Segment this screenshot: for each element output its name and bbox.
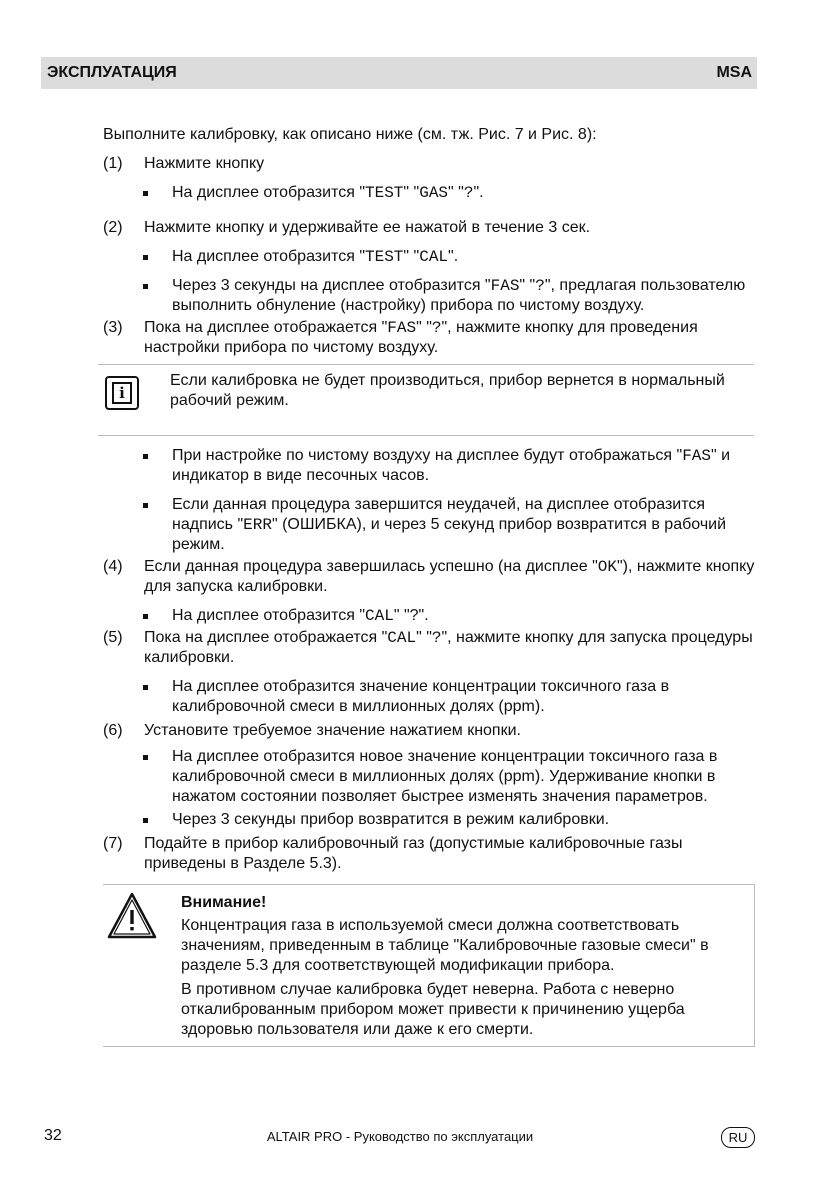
bullet-marker — [143, 284, 148, 289]
step-number: (3) — [103, 319, 123, 336]
bullet-marker — [143, 614, 148, 619]
display-text: ? — [463, 184, 474, 202]
bullet-marker — [143, 454, 148, 459]
step-text: Подайте в прибор калибровочный газ (допустимые калибровочные газы приведены в Разделе 5.3). — [144, 835, 683, 872]
warning-icon — [107, 891, 157, 941]
display-text: CAL — [387, 629, 417, 647]
note-text: Если калибровка не будет производиться, прибор вернется в нормальный рабочий режим. — [170, 372, 725, 409]
step-6-bullet-1: На дисплее отобразится новое значение концентрации токсичного газа в калибровочной смеси в миллионных долях (ppm). Удерживание кнопки в нажатом состоянии позволяет быстрее изменять значения параметров. — [103, 747, 763, 807]
bullet-marker — [143, 685, 148, 690]
step-3: (3) Пока на дисплее отображается "FAS" "?", нажмите кнопку для проведения настройки прибора по чистому воздуху. — [103, 319, 698, 356]
step-4-bullet-1: На дисплее отобразится "CAL" "?". — [103, 606, 763, 626]
display-text: CAL — [365, 607, 394, 625]
step-number: (2) — [103, 219, 123, 236]
page-number: 32 — [44, 1127, 62, 1144]
warning-paragraph-2: В противном случае калибровка будет неверна. Работа с неверно откалиброванным прибором может привести к причинению ущерба здоровью пользователя или даже к его смерти. — [181, 981, 685, 1038]
bullet-marker — [143, 755, 148, 760]
bullet-marker — [143, 255, 148, 260]
section-title: ЭКСПЛУАТАЦИЯ — [47, 64, 177, 81]
display-text: GAS — [419, 184, 449, 202]
document-body — [103, 125, 763, 1047]
display-text: ? — [431, 629, 442, 647]
step-text: Нажмите кнопку — [144, 155, 265, 172]
bullet-marker — [143, 818, 148, 823]
step-number: (6) — [103, 722, 123, 739]
display-text: TEST — [365, 184, 404, 202]
warning-title: Внимание! — [181, 894, 267, 911]
document-title: ALTAIR PRO - Руководство по эксплуатации — [266, 1129, 534, 1144]
page-header — [41, 57, 757, 89]
display-text: OK — [597, 558, 617, 576]
step-1 — [103, 154, 763, 174]
display-text: ERR — [243, 516, 272, 534]
language-badge: RU — [721, 1127, 755, 1148]
step-2-bullet-2: Через 3 секунды на дисплее отобразится "FAS" "?", предлагая пользователю выполнить обнуление (настройку) прибора по чистому воздуху. — [103, 276, 763, 316]
step-number: (7) — [103, 835, 123, 852]
page-footer — [0, 1127, 840, 1149]
bullet-marker — [143, 503, 148, 508]
display-text: TEST — [365, 248, 404, 266]
step-6-bullet-2: Через 3 секунды прибор возвратится в режим калибровки. — [103, 810, 763, 830]
display-text: ? — [431, 319, 442, 337]
warning-paragraph-1: Концентрация газа в используемой смеси должна соответствовать значениям, приведенным в таблице "Калибровочные газовые смеси" в разделе 5.3 для соответствующей модификации прибора. — [181, 917, 709, 974]
step-5: (5) Пока на дисплее отображается "CAL" "?", нажмите кнопку для запуска процедуры калибровки. — [103, 629, 753, 666]
display-text: ? — [535, 277, 545, 295]
step-2-bullet-1: На дисплее отобразится "TEST" "CAL". — [103, 247, 763, 267]
step-4: (4) Если данная процедура завершилась успешно (на дисплее "OK"), нажмите кнопку для запуска калибровки. — [103, 558, 755, 595]
step-5-bullet-1: На дисплее отобразится значение концентрации токсичного газа в калибровочной смеси в миллионных долях (ppm). — [103, 677, 763, 717]
step-2 — [103, 218, 763, 238]
intro-text: Выполните калибровку, как описано ниже (см. тж. Рис. 7 и Рис. 8): — [103, 126, 597, 143]
step-3-bullet-1: При настройке по чистому воздуху на дисплее будут отображаться "FAS" и индикатор в виде песочных часов. — [103, 446, 763, 486]
step-1-bullet-1: На дисплее отобразится "TEST" "GAS" "?". — [103, 183, 763, 203]
warning-text — [181, 893, 751, 1040]
step-3-bullet-2: Если данная процедура завершится неудачей, на дисплее отобразится надпись "ERR" (ОШИБКА), и через 5 секунд прибор возвратится в рабочий режим. — [103, 495, 763, 555]
step-text: Нажмите кнопку и удерживайте ее нажатой в течение 3 сек. — [144, 219, 591, 236]
display-text: FAS — [490, 277, 520, 295]
brand-label: MSA — [716, 64, 752, 81]
step-number: (1) — [103, 155, 123, 172]
step-number: (5) — [103, 629, 123, 646]
info-note — [98, 364, 754, 436]
display-text: FAS — [682, 447, 712, 465]
step-6 — [103, 721, 763, 741]
step-7 — [103, 834, 763, 874]
display-text: CAL — [419, 248, 449, 266]
warning-note — [103, 884, 755, 1047]
info-icon: i — [105, 376, 139, 410]
step-number: (4) — [103, 558, 123, 575]
bullet-marker — [143, 191, 148, 196]
display-text: FAS — [387, 319, 417, 337]
step-text: Установите требуемое значение нажатием кнопки. — [144, 722, 521, 739]
